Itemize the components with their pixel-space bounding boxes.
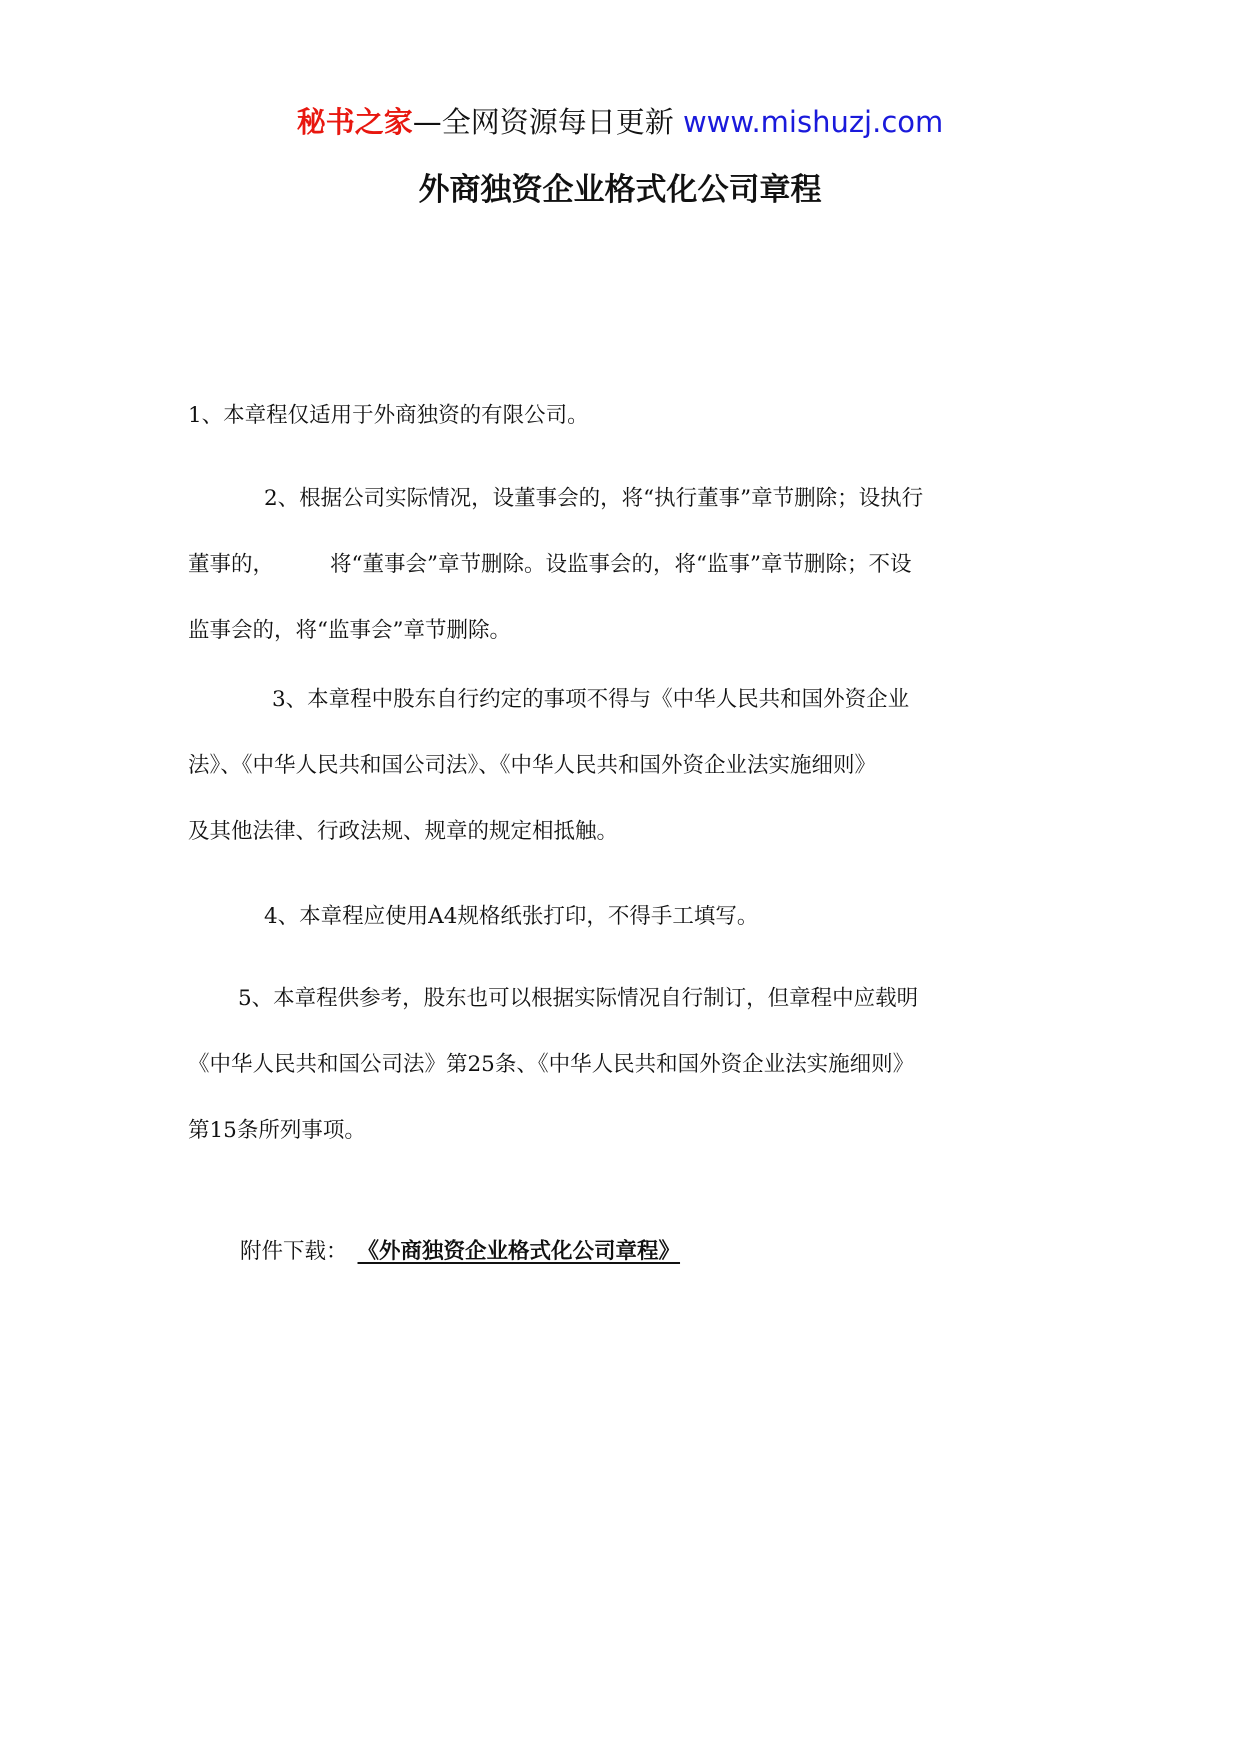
attachment-label: 附件下载： — [240, 1239, 348, 1264]
paragraph-2-line-2-b: 将“董事会”章节删除。设监事会的，将“监事”章节删除；不设 — [330, 552, 912, 577]
paragraph-2-line-3: 监事会的，将“监事会”章节删除。 — [188, 618, 511, 643]
paragraph-1-line-1: 1、本章程仅适用于外商独资的有限公司。 — [188, 403, 589, 428]
paragraph-3-line-1: 3、本章程中股东自行约定的事项不得与《中华人民共和国外资企业 — [272, 687, 910, 712]
paragraph-5-line-3: 第15条所列事项。 — [188, 1118, 366, 1143]
paragraph-4-line-1: 4、本章程应使用A4规格纸张打印，不得手工填写。 — [264, 904, 759, 929]
paragraph-2-line-1: 2、根据公司实际情况，设董事会的，将“执行董事”章节删除；设执行 — [264, 486, 924, 511]
paragraph-3-line-2: 法》、《中华人民共和国公司法》、《中华人民共和国外资企业法实施细则》 — [188, 753, 877, 778]
paragraph-2-line-2-a: 董事的， — [188, 552, 275, 577]
paragraph-2 — [188, 466, 1058, 664]
paragraph-4 — [188, 884, 1058, 950]
site-header — [0, 102, 1240, 142]
attachment-section — [240, 1232, 686, 1272]
site-url: www.mishuzj.com — [682, 105, 944, 139]
attachment-download-link[interactable]: 《外商独资企业格式化公司章程》 — [357, 1239, 681, 1264]
paragraph-3 — [188, 667, 1058, 865]
paragraph-2-line-2 — [188, 532, 1058, 598]
paragraph-5 — [188, 966, 1058, 1164]
paragraph-5-line-1: 5、本章程供参考，股东也可以根据实际情况自行制订，但章程中应载明 — [238, 986, 919, 1011]
brand-name: 秘书之家 — [296, 105, 413, 139]
site-tagline: —全网资源每日更新 — [412, 105, 674, 139]
document-title: 外商独资企业格式化公司章程 — [418, 172, 822, 208]
paragraph-1 — [188, 383, 1058, 449]
paragraph-3-line-3: 及其他法律、行政法规、规章的规定相抵触。 — [188, 819, 619, 844]
paragraph-5-line-2: 《中华人民共和国公司法》第25条、《中华人民共和国外资企业法实施细则》 — [188, 1052, 915, 1077]
